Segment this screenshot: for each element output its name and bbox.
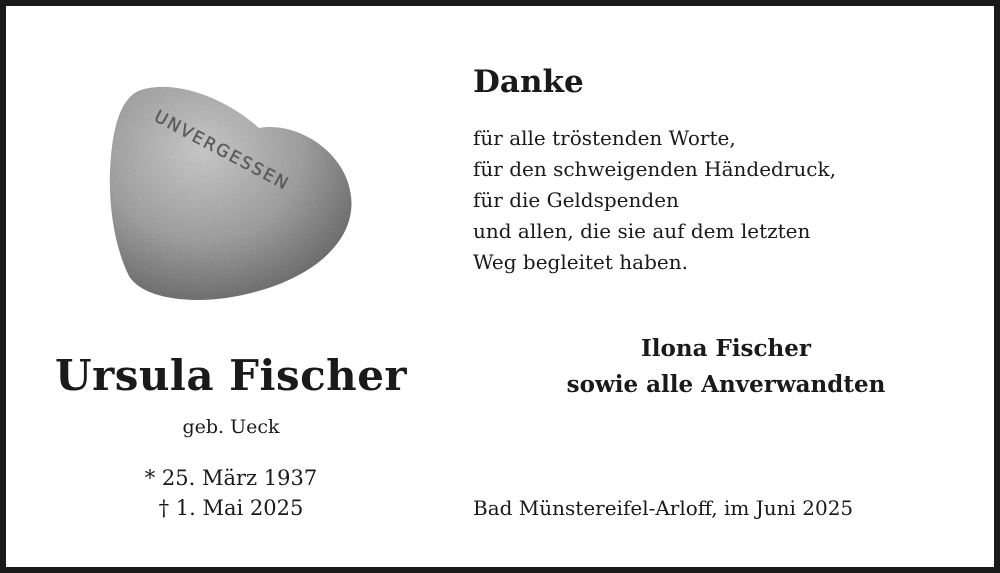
heart-icon [101, 76, 361, 304]
signers [526, 331, 926, 403]
signer-relatives: sowie alle Anverwandten [566, 371, 886, 398]
thanks-line: für alle tröstenden Worte, [473, 126, 736, 150]
thanks-line: und allen, die sie auf dem letzten [473, 219, 811, 243]
birth-date: * 25. März 1937 [144, 466, 318, 490]
signer-name: Ilona Fischer [641, 335, 811, 362]
thanks-text [473, 123, 836, 278]
maiden-name: geb. Ueck [182, 416, 280, 438]
deceased-name: Ursula Fischer [54, 351, 408, 400]
stone-heart-image [101, 76, 361, 304]
thanks-line: für den schweigenden Händedruck, [473, 157, 836, 181]
thanks-line: für die Geldspenden [473, 188, 679, 212]
death-date: † 1. Mai 2025 [158, 496, 304, 520]
thanks-line: Weg begleitet haben. [473, 250, 688, 274]
heart-inscription: UNVERGESSEN [150, 106, 293, 195]
thanks-title: Danke [473, 64, 584, 100]
place-date: Bad Münstereifel-Arloff, im Juni 2025 [473, 496, 854, 520]
